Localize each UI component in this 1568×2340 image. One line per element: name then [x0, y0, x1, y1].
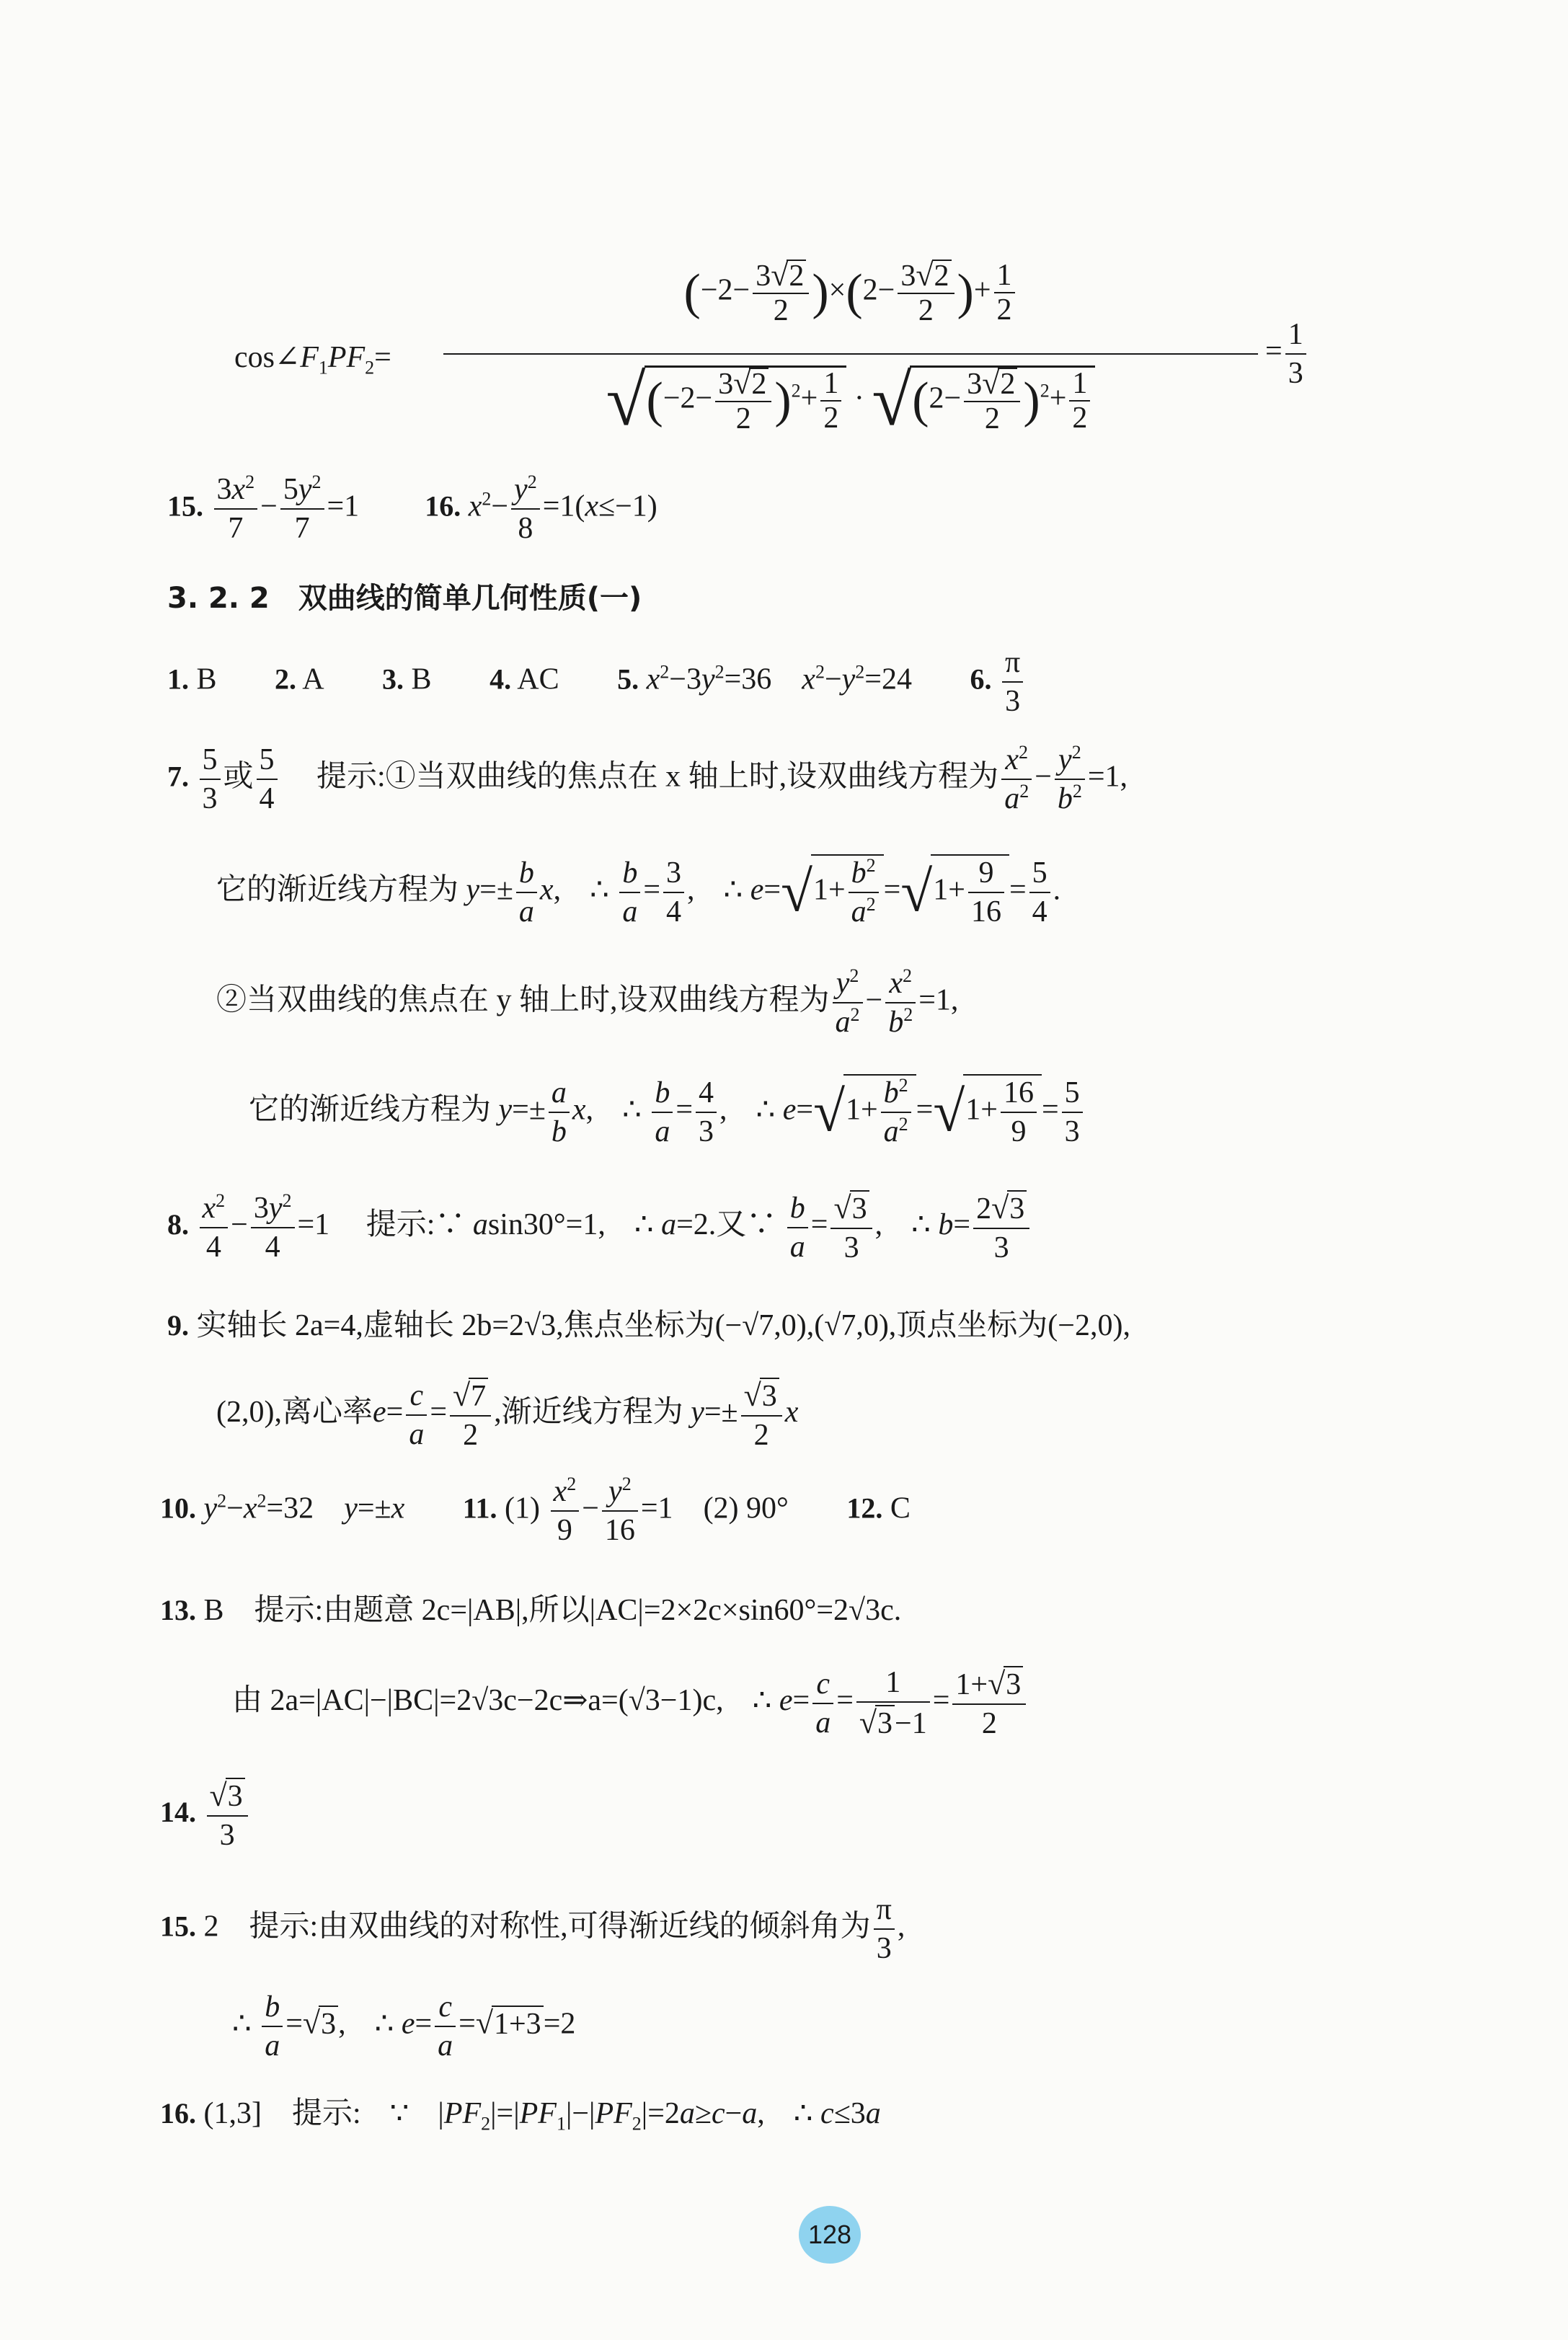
answer: A [302, 662, 324, 696]
section-title: 3. 2. 2 双曲线的简单几何性质(一) [167, 582, 642, 615]
cos-denominator: √(−2− $\frac{3√2}{2}$ )$^2$+ $\frac{1}{2}$ · √(2− $\frac{3√2}{2}$ )$^2$+ $\frac{1}{2}$ [443, 355, 1258, 437]
hint-text: 提示:①当双曲线的焦点在 x 轴上时,设双曲线方程为 [316, 760, 999, 794]
answer-8: 8. $\frac{x^2}{4}$ − $\frac{3y^2}{4}$ =1 提示:∵ asin30°=1, ∴ a=2.又∵ $\frac{b}{a}$ = $\frac{√3}{3}$ , ∴ b= $\frac{2√3}{3}$ [167, 1189, 1032, 1265]
answer-13-line1 [160, 1586, 901, 1629]
answer-7-line3: ②当双曲线的焦点在 y 轴上时,设双曲线方程为 $\frac{y^2}{a^2}$ − $\frac{x^2}{b^2}$ =1, [216, 965, 959, 1039]
cos-numerator: (−2− $\frac{3√2}{2}$ )×(2− $\frac{3√2}{2}$ )+ $\frac{1}{2}$ [443, 260, 1258, 353]
hint-text: 又∵ [716, 1208, 777, 1242]
answer-14: 14. $\frac{√3}{3}$ [160, 1777, 251, 1853]
prev-answers-15-16: 15. $\frac{3x^2}{7}$ − $\frac{5y^2}{7}$ =1 16. $x^2-$ $\frac{y^2}{8}$ =1(x≤−1) [167, 471, 657, 545]
answer: AC [517, 662, 559, 696]
answer-text: (2) 90° [703, 1492, 789, 1525]
answer-text: B 提示:由题意 2c=|AB|,所以|AC|=2×2c×sin60°=2√3c. [203, 1594, 902, 1627]
answer-13-line2: 由 2a=|AC|−|BC|=2√3c−2c⇒a=(√3−1)c, ∴ e= $\frac{c}{a}$ = $\frac{1}{√3-1}$ = $\frac{1+√3}{2}$ [232, 1665, 1029, 1741]
answer-15-line2: ∴ $\frac{b}{a}$ =√3, ∴ e= $\frac{c}{a}$ =√1+3=2 [232, 1990, 576, 2062]
answer-text: (1,3] 提示: [203, 2097, 361, 2130]
answer-15-line1: 15. 2 提示:由双曲线的对称性,可得渐近线的倾斜角为 $\frac{\pi}{3}$ , [160, 1893, 905, 1965]
question-number: 9. [167, 1309, 189, 1342]
question-number: 11. [462, 1492, 497, 1525]
question-number: 13. [160, 1594, 196, 1626]
question-number: 15. [160, 1910, 196, 1943]
answer-7-line2: 它的渐近线方程为 y=± $\frac{b}{a}$ x, ∴ $\frac{b}{a}$ = $\frac{3}{4}$ , ∴ e=√1+ $\frac{b^2}{a^2}$ =√1+ $\frac{9}{16}$ = $\frac{5}{4}$ . [216, 855, 1061, 929]
sub-label: (1) [505, 1492, 541, 1525]
question-number: 2. [275, 662, 297, 696]
answer-9-line1 [167, 1301, 1130, 1344]
answer-text: ,渐近线方程为 [494, 1396, 683, 1430]
question-number: 7. [167, 760, 189, 793]
question-number: 8. [167, 1208, 189, 1241]
question-number: 4. [490, 662, 512, 696]
hint-text: 提示:∵ [366, 1208, 466, 1242]
answer-text: 实轴长 2a=4,虚轴长 2b=2√3,焦点坐标为(−√7,0),(√7,0),顶点坐标为(−2,0), [196, 1309, 1130, 1342]
answer-7-line4: 它的渐近线方程为 y=± $\frac{a}{b}$ x, ∴ $\frac{b}{a}$ = $\frac{4}{3}$ , ∴ e=√1+ $\frac{b^2}{a^2}$ =√1+ $\frac{16}{9}$ = $\frac{5}{3}$ [249, 1074, 1086, 1149]
hint-text: ②当双曲线的焦点在 y 轴上时,设双曲线方程为 [216, 983, 830, 1017]
question-number: 5. [617, 662, 639, 696]
answers-10-12: 10. $y^2-x^2=32$ y=±x 11. (1) $\frac{x^2}{9}$ − $\frac{y^2}{16}$ =1 (2) 90° 12. C [160, 1473, 911, 1547]
question-number: 10. [160, 1492, 196, 1525]
question-number: 3. [382, 662, 404, 696]
or-text: 或 [223, 760, 254, 794]
answer-9-line2: (2,0),离心率e= $\frac{c}{a}$ = $\frac{√7}{2}$ ,渐近线方程为 y=± $\frac{√3}{2}$ x [216, 1378, 799, 1452]
answer-text: 由 2a=|AC|−|BC|=2√3c−2c⇒a=(√3−1)c, [232, 1684, 724, 1718]
question-number: 12. [846, 1492, 883, 1525]
page-number: 128 [799, 2206, 861, 2264]
cos-fraction [443, 257, 1258, 440]
question-number: 6. [970, 662, 992, 696]
answer-text: 2 提示:由双曲线的对称性,可得渐近线的倾斜角为 [203, 1910, 871, 1944]
question-number: 14. [160, 1796, 196, 1829]
question-number: 16. [425, 489, 461, 523]
answers-1-6: 1. B 2. A 3. B 4. AC 5. $x^2-3y^2=36$ $x^2-y^2=24$ 6. $\frac{\pi}{3}$ [167, 645, 1026, 719]
answer: B [411, 662, 432, 696]
question-number: 15. [167, 489, 203, 523]
hint-text: 它的渐近线方程为 [216, 873, 459, 907]
cos-result: = $\frac{1}{3}$ [1265, 317, 1309, 391]
cos-lhs: $\cos\angle F_1PF_2=$ [234, 341, 391, 378]
hint-text: 它的渐近线方程为 [249, 1093, 492, 1127]
answer-text: (2,0),离心率 [216, 1396, 373, 1430]
answer-16: 16. (1,3] 提示: ∵ $|PF_2|=|PF_1|-|PF_2|=2a\ge c-a$, ∴ c≤3a [160, 2097, 881, 2135]
question-number: 16. [160, 2097, 196, 2130]
question-number: 1. [167, 662, 189, 696]
answer: B [196, 662, 217, 696]
answer: C [890, 1492, 911, 1525]
answer-7-line1: 7. $\frac{5}{3}$ 或 $\frac{5}{4}$ 提示:①当双曲线的焦点在 x 轴上时,设双曲线方程为 $\frac{x^2}{a^2}$ − $\frac{y^2}{b^2}$ =1, [167, 742, 1128, 815]
